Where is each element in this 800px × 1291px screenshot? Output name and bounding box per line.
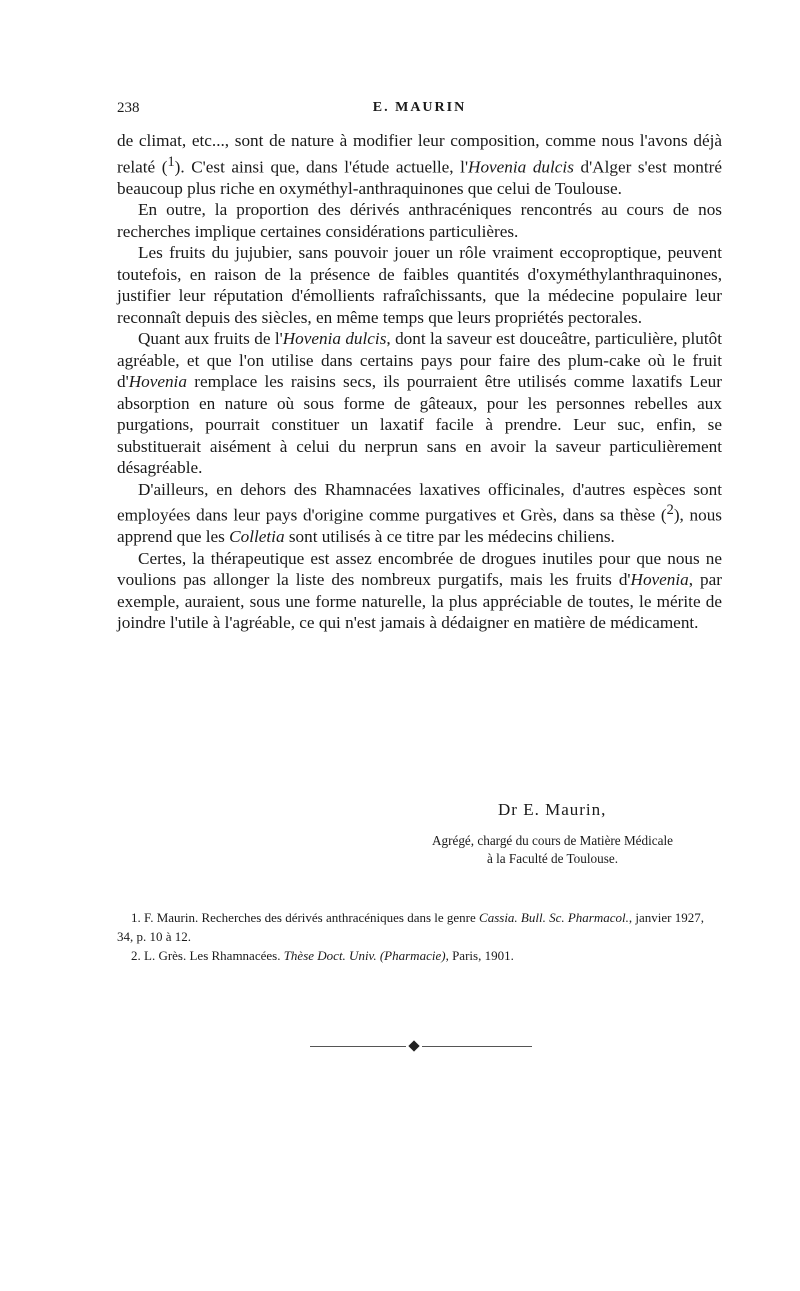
- footnotes: [117, 908, 722, 965]
- text-run: sont utilisés à ce titre par les médecins chiliens.: [284, 527, 615, 547]
- text-run: ), nous apprend que les: [117, 505, 722, 547]
- italic-text: Hovenia dulcis: [468, 157, 574, 177]
- italic-text: Hovenia: [630, 570, 689, 590]
- text-run: D'ailleurs, en dehors des Rhamnacées laxatives officinales, d'autres espèces sont employées dans leur pays d'origine comme purgatives et Grès, dans sa thèse (: [117, 479, 722, 525]
- italic-text: Cassia. Bull. Sc. Pharmacol.: [479, 910, 629, 925]
- ornament-line-left: [310, 1046, 406, 1047]
- paragraph: [117, 242, 722, 328]
- page-header: [117, 100, 722, 124]
- author-affiliation-line2: à la Faculté de Toulouse.: [486, 851, 619, 866]
- paragraph: [117, 130, 722, 199]
- italic-text: Thèse Doct. Univ. (Pharmacie): [283, 948, 446, 963]
- ornament-diamond-icon: [408, 1040, 419, 1051]
- text-run: , dont la saveur est douceâtre, particulière, plutôt agréable, et que l'on utilise dans certains pays pour faire des plum-cake où le fruit d': [117, 329, 722, 392]
- end-ornament: [310, 1042, 532, 1052]
- italic-text: Hovenia dulcis: [282, 329, 387, 349]
- page-number: 238: [117, 100, 140, 116]
- ornament-line-right: [422, 1046, 532, 1047]
- text-run: , janvier 1927, 34, p. 10 à 12.: [117, 910, 704, 944]
- text-run: Certes, la thérapeutique est assez encombrée de drogues inutiles pour que nous ne voulions pas allonger la liste des nombreux purgatifs, mais les fruits d': [117, 548, 722, 590]
- paragraph: [117, 199, 722, 242]
- body-text: [117, 130, 722, 634]
- paragraph: [117, 548, 722, 634]
- author-signature: Dr E. Maurin,: [498, 800, 607, 819]
- italic-text: Colletia: [229, 527, 285, 547]
- paragraph: [117, 479, 722, 548]
- text-run: , Paris, 1901.: [445, 948, 514, 963]
- text-run: Les fruits du jujubier, sans pouvoir jouer un rôle vraiment eccoproptique, peuvent toutefois, en raison de la présence de faibles quantités d'oxyméthylanthraquinones, justifier leur réputation d'émollients rafraîchissants, que la médecine populaire leur reconnaît depuis des siècles, en même temps que leurs propriétés pectorales.: [117, 243, 722, 327]
- text-run: 2. L. Grès. Les Rhamnacées.: [131, 948, 284, 963]
- text-run: 1. F. Maurin. Recherches des dérivés anthracéniques dans le genre: [131, 910, 480, 925]
- footnote: [117, 946, 722, 965]
- italic-text: Hovenia: [128, 372, 187, 392]
- text-run: de climat, etc..., sont de nature à modifier leur composition, comme nous l'avons déjà relaté (: [117, 131, 722, 177]
- footnote: [117, 908, 722, 946]
- text-run: Quant aux fruits de l': [138, 329, 283, 349]
- running-head: E. MAURIN: [372, 100, 467, 115]
- paragraph: [117, 328, 722, 479]
- text-run: En outre, la proportion des dérivés anthracéniques rencontrés au cours de nos recherches implique certaines considérations particulières.: [117, 200, 722, 241]
- footnote-ref: 1: [167, 153, 175, 170]
- text-run: , par exemple, auraient, sous une forme naturelle, la plus appréciable de toutes, le mérite de joindre l'utile à l'agréable, ce qui n'est jamais à dédaigner en matière de médicament.: [117, 570, 722, 633]
- text-run: ). C'est ainsi que, dans l'étude actuelle, l': [174, 157, 469, 177]
- text-run: remplace les raisins secs, ils pourraient être utilisés comme laxatifs Leur absorption en nature où sous forme de gâteaux, pour les personnes rebelles aux purgations, pourrait constituer un laxatif facile à prendre. Leur suc, enfin, se substituerait aisément à celui du nerprun sans en avoir la saveur particulièrement désagréable.: [117, 372, 722, 478]
- footnote-ref: 2: [666, 502, 674, 519]
- text-run: d'Alger s'est montré beaucoup plus riche en oxyméthyl-anthraquinones que celui de Toulouse.: [117, 157, 722, 198]
- author-affiliation-line1: Agrégé, chargé du cours de Matière Médicale: [431, 833, 674, 848]
